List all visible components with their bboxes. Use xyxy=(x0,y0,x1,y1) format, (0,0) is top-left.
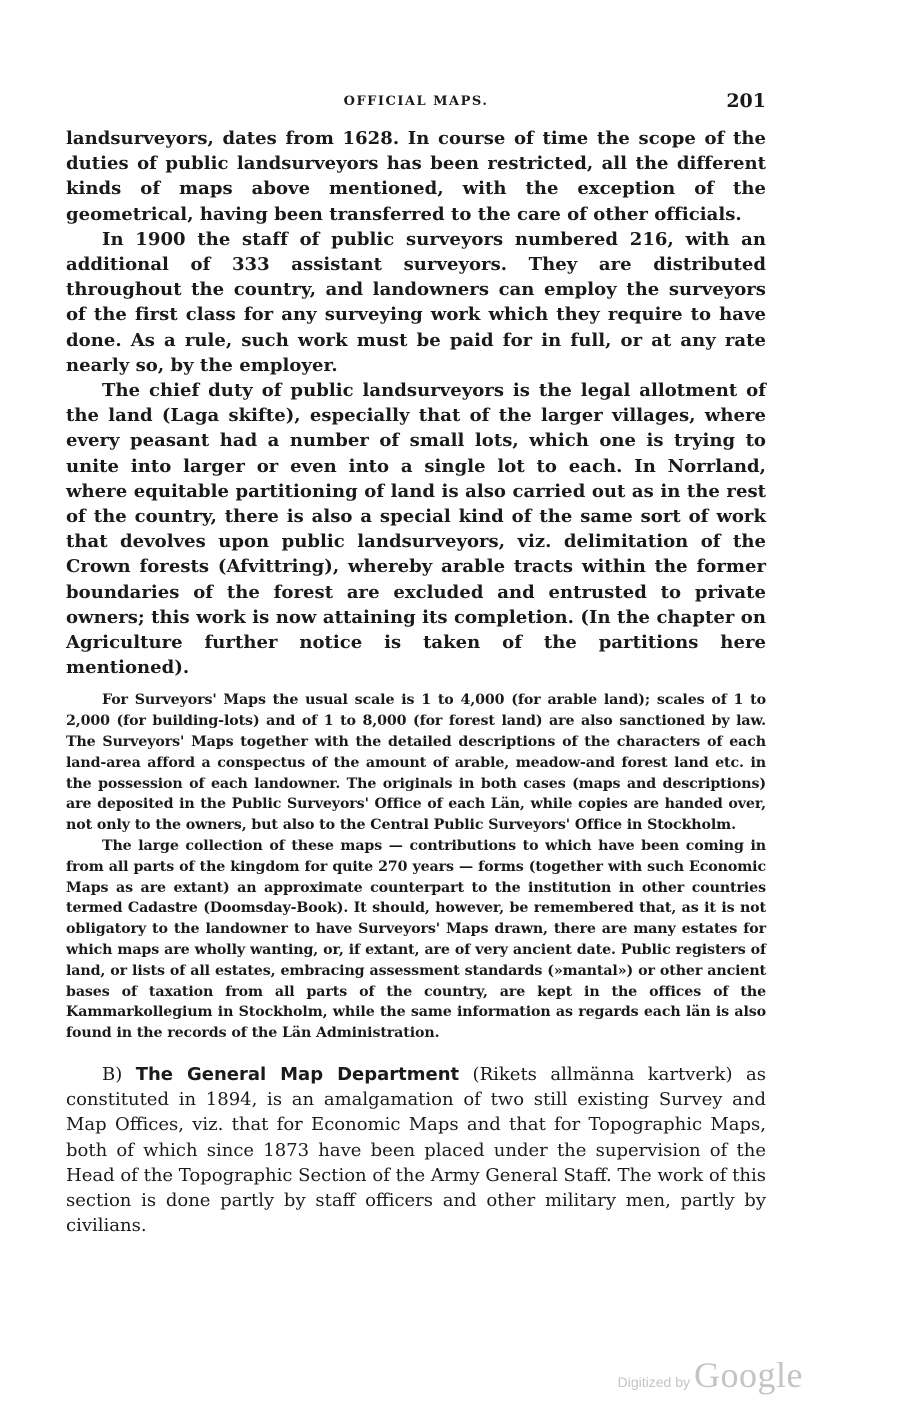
section-b-text: (Rikets allmänna kartverk) as constituted in 1894, is an amalgamation of two still existing Survey and Map Offices, viz. that for Economic Maps and that for Topographic Maps, both of which since 1873 have been placed under the supervision of the Head of the Topographic Section of the Army General Staff. The work of this section is done partly by staff officers and other military men, partly by civilians. xyxy=(66,1064,766,1237)
paragraph-3: The chief duty of public landsurveyors is the legal allotment of the land (Laga skifte), especially that of the larger villages, where every peasant had a number of small lots, which one is trying to unite into larger or even into a single lot to each. In Norrland, where equitable partitioning of land is also carried out as in the rest of the country, there is also a special kind of the same sort of work that devolves upon public landsurveyors, viz. delimitation of the Crown forests (Afvittring), whereby arable tracts within the former boundaries of the forest are excluded and entrusted to private owners; this work is now attaining its completion. (In the chapter on Agriculture further notice is taken of the partitions here mentioned). xyxy=(66,380,766,679)
section-b xyxy=(66,1062,766,1238)
running-title: OFFICIAL MAPS. xyxy=(343,94,489,109)
digitized-watermark xyxy=(618,1354,803,1396)
paragraph-1: landsurveyors, dates from 1628. In course of time the scope of the duties of public landsurveyors has been restricted, all the different kinds of maps above mentioned, with the exception of the geometrical, having been transferred to the care of other officials. xyxy=(66,128,766,225)
note-paragraph-1: For Surveyors' Maps the usual scale is 1 to 4,000 (for arable land); scales of 1 to 2,000 (for building-lots) and of 1 to 8,000 (for forest land) are also sanctioned by law. The Surveyors' Maps together with the detailed descriptions of the characters of each land-area afford a conspectus of the amount of arable, meadow-and forest land etc. in the possession of each landowner. The originals in both cases (maps and descriptions) are deposited in the Public Surveyors' Office of each Län, while copies are handed over, not only to the owners, but also to the Central Public Surveyors' Office in Stockholm. xyxy=(66,692,766,834)
google-logo: Google xyxy=(694,1355,803,1395)
note-paragraph-2: The large collection of these maps — contributions to which have been coming in from all parts of the kingdom for quite 270 years — forms (together with such Economic Maps as are extant) an approximate counterpart to the institution in other countries termed Cadastre (Doomsday-Book). It should, however, be remembered that, as it is not obligatory to the landowner to have Surveyors' Maps drawn, there are many estates for which maps are wholly wanting, or, if extant, are of very ancient date. Public registers of land, or lists of all estates, embracing assessment standards (»mantal») or other ancient bases of taxation from all parts of the country, are kept in the offices of the Kammarkollegium in Stockholm, while the same information as regards each län is also found in the records of the Län Administration. xyxy=(66,838,766,1042)
watermark-prefix: Digitized by xyxy=(617,1374,691,1390)
running-head xyxy=(66,92,766,126)
page-number: 201 xyxy=(726,90,766,112)
paragraph-2: In 1900 the staff of public surveyors numbered 216, with an additional of 333 assistant surveyors. They are distributed throughout the country, and landowners can employ the surveyors of the first class for any surveying work which they require to have done. As a rule, such work must be paid for in full, or at any rate nearly so, by the employer. xyxy=(66,228,766,376)
section-b-paragraph xyxy=(66,1062,766,1238)
section-b-heading: The General Map Department xyxy=(135,1064,460,1086)
section-b-label: B) xyxy=(102,1064,123,1086)
book-page xyxy=(66,92,766,1238)
main-text xyxy=(66,126,766,680)
notes-block xyxy=(66,690,766,1044)
